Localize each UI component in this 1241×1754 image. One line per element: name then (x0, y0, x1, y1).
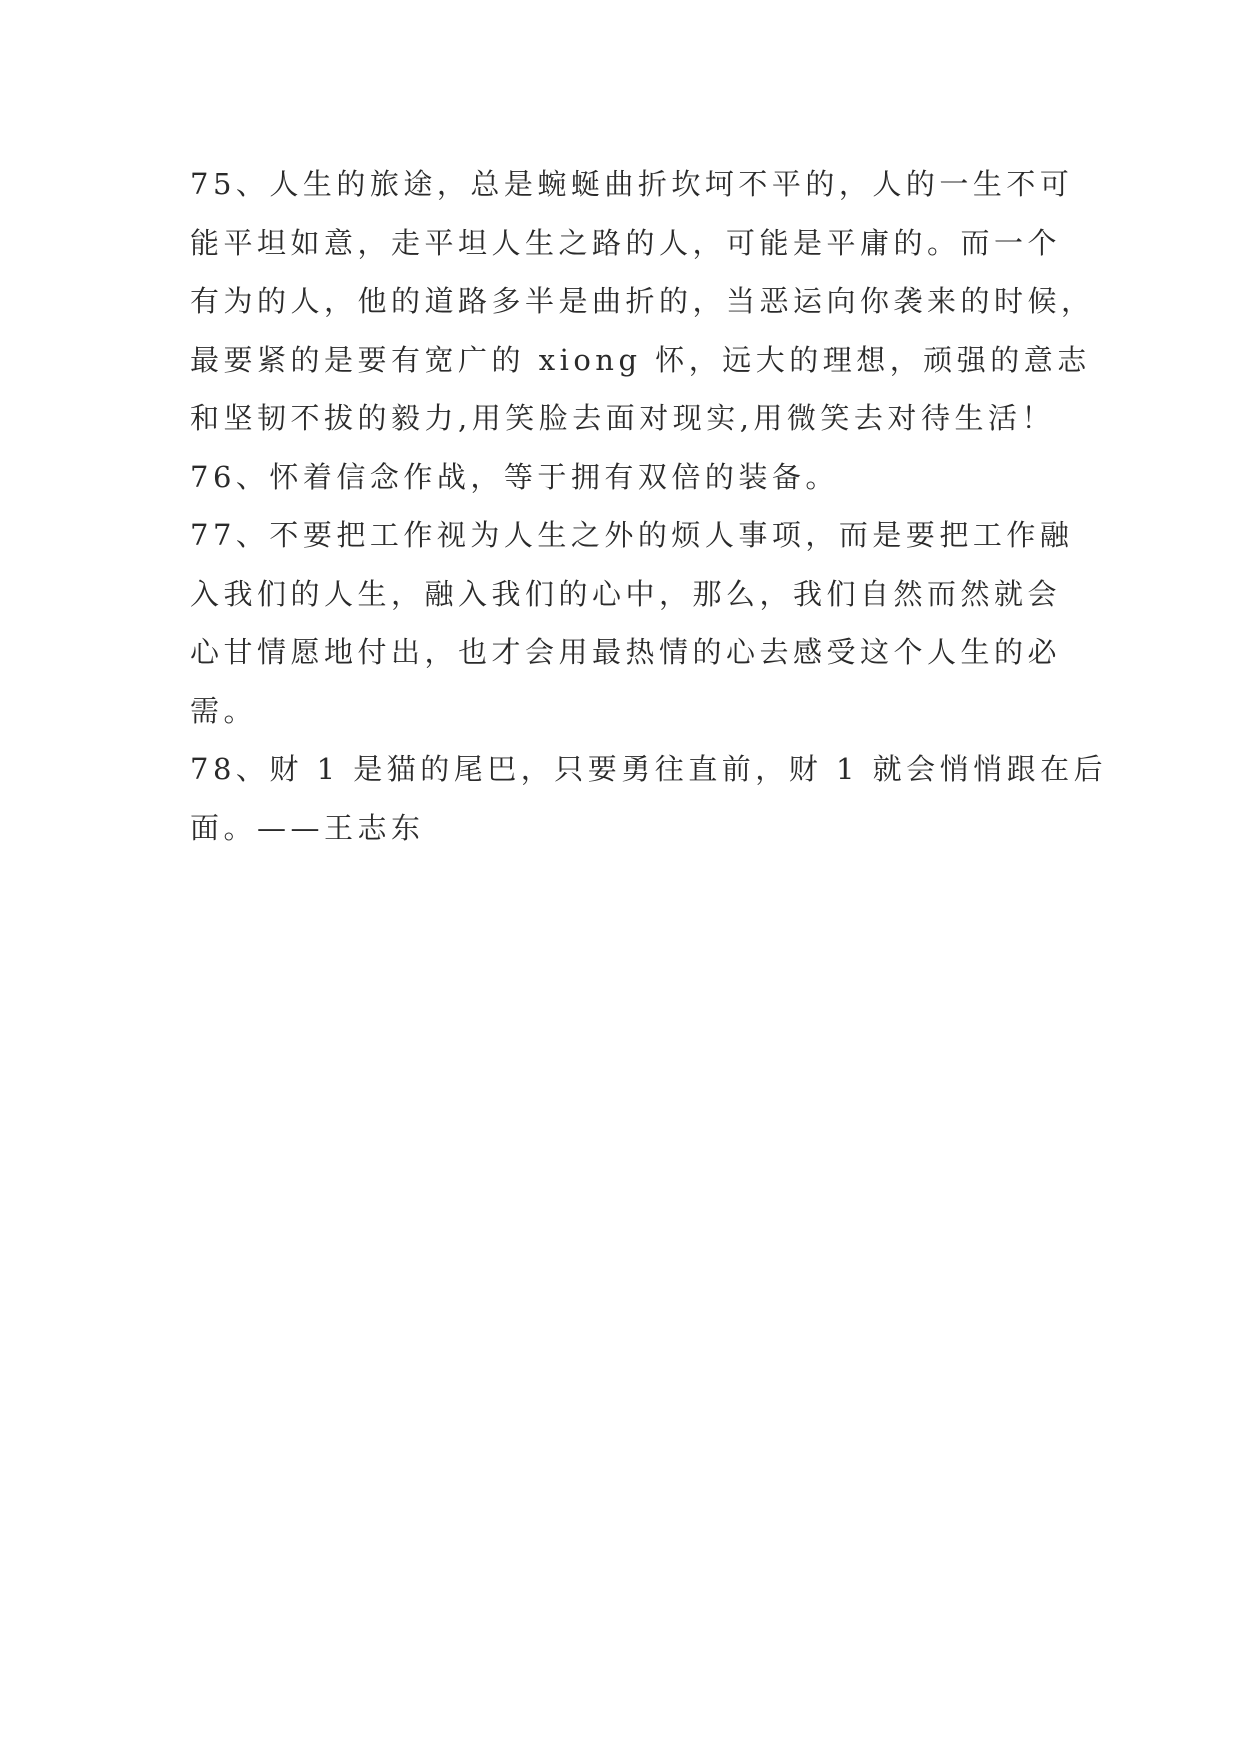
text-line: 最要紧的是要有宽广的 xiong 怀，远大的理想，顽强的意志 (190, 342, 1091, 377)
text-line: 76、怀着信念作战，等于拥有双倍的装备。 (190, 459, 839, 494)
text-line: 心甘情愿地付出，也才会用最热情的心去感受这个人生的必 (190, 635, 1062, 669)
text-line: 有为的人，他的道路多半是曲折的，当恶运向你袭来的时候， (190, 284, 1095, 318)
text-line: 75、人生的旅途，总是蜿蜒曲折坎坷不平的，人的一生不可 (190, 167, 1074, 201)
text-line: 78、财 1 是猫的尾巴，只要勇往直前，财 1 就会悄悄跟在后 (190, 752, 1108, 786)
text-line: 和坚韧不拔的毅力,用笑脸去面对现实,用微笑去对待生活！ (190, 401, 1055, 435)
text-line: 77、不要把工作视为人生之外的烦人事项，而是要把工作融 (190, 518, 1074, 552)
text-line: 面。——王志东 (190, 810, 425, 845)
text-line: 能平坦如意，走平坦人生之路的人，可能是平庸的。而一个 (190, 225, 1062, 260)
quote-text-block (190, 155, 1108, 857)
text-line: 需。 (190, 693, 258, 728)
text-line: 入我们的人生，融入我们的心中，那么，我们自然而然就会 (190, 576, 1062, 611)
